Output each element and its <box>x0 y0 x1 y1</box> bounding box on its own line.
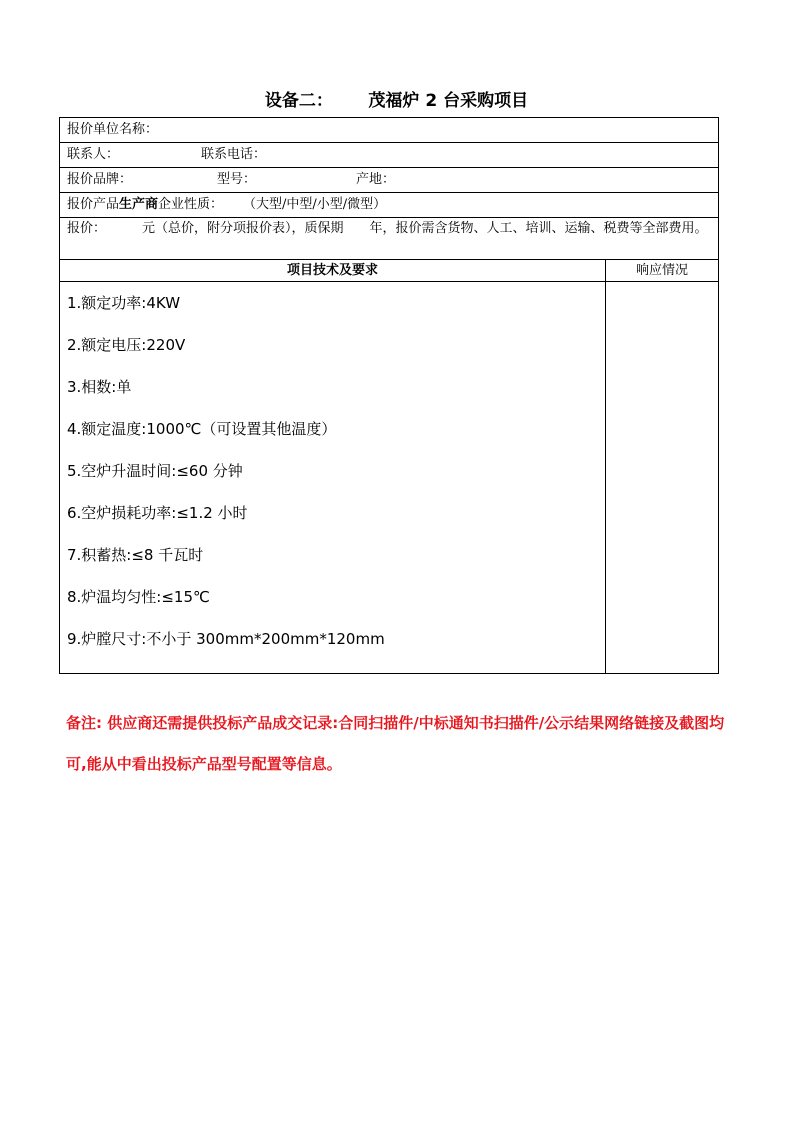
nature-prefix: 报价产品 <box>67 197 120 212</box>
contact-row <box>60 143 719 168</box>
quote-field[interactable] <box>60 218 719 260</box>
requirement-item: 7.积蓄热:≤8 千瓦时 <box>67 546 204 564</box>
quote-text-2: 年，报价需含货物、人工、培训、运输、税费等全部费用。 <box>369 221 708 236</box>
quote-row <box>60 218 719 260</box>
response-cell[interactable] <box>606 282 719 674</box>
requirement-item: 2.额定电压:220V <box>67 336 186 354</box>
origin-label: 产地： <box>356 172 396 187</box>
requirement-item: 4.额定温度:1000℃（可设置其他温度） <box>67 420 337 438</box>
response-header: 响应情况 <box>606 260 719 282</box>
model-label: 型号： <box>217 172 257 187</box>
contact-field[interactable] <box>60 143 719 168</box>
requirements-cell <box>60 282 606 674</box>
requirements-header: 项目技术及要求 <box>60 260 606 282</box>
nature-label: 企业性质： <box>158 197 224 212</box>
nature-options: （大型/中型/小型/微型） <box>243 197 387 212</box>
company-label: 报价单位名称： <box>67 122 159 137</box>
brand-label: 报价品牌： <box>67 172 133 187</box>
nature-bold: 生产商 <box>119 197 159 212</box>
requirement-item: 3.相数:单 <box>67 378 132 396</box>
company-field[interactable] <box>60 118 719 143</box>
quotation-form <box>59 117 719 674</box>
remark-note: 备注: 供应商还需提供投标产品成交记录:合同扫描件/中标通知书扫描件/公示结果网络链接及截图均可,能从中看出投标产品型号配置等信息。 <box>66 714 725 773</box>
company-row <box>60 118 719 143</box>
requirement-item: 9.炉膛尺寸:不小于 300mm*200mm*120mm <box>67 630 385 648</box>
brand-field[interactable] <box>60 168 719 193</box>
requirement-item: 5.空炉升温时间:≤60 分钟 <box>67 462 243 480</box>
page-title: 设备二： 茂福炉 2 台采购项目 <box>264 91 529 111</box>
requirement-item: 6.空炉损耗功率:≤1.2 小时 <box>67 504 248 522</box>
contact-label: 联系人： <box>67 147 120 162</box>
table-header-row <box>60 260 719 282</box>
nature-field[interactable] <box>60 193 719 218</box>
requirements-row <box>60 282 719 674</box>
requirement-item: 1.额定功率:4KW <box>67 294 181 312</box>
quote-text-1: 元（总价，附分项报价表），质保期 <box>142 221 344 236</box>
quote-label: 报价： <box>67 221 107 236</box>
phone-label: 联系电话： <box>201 147 267 162</box>
requirements-list <box>67 282 598 673</box>
brand-row <box>60 168 719 193</box>
nature-row <box>60 193 719 218</box>
requirement-item: 8.炉温均匀性:≤15℃ <box>67 588 210 606</box>
